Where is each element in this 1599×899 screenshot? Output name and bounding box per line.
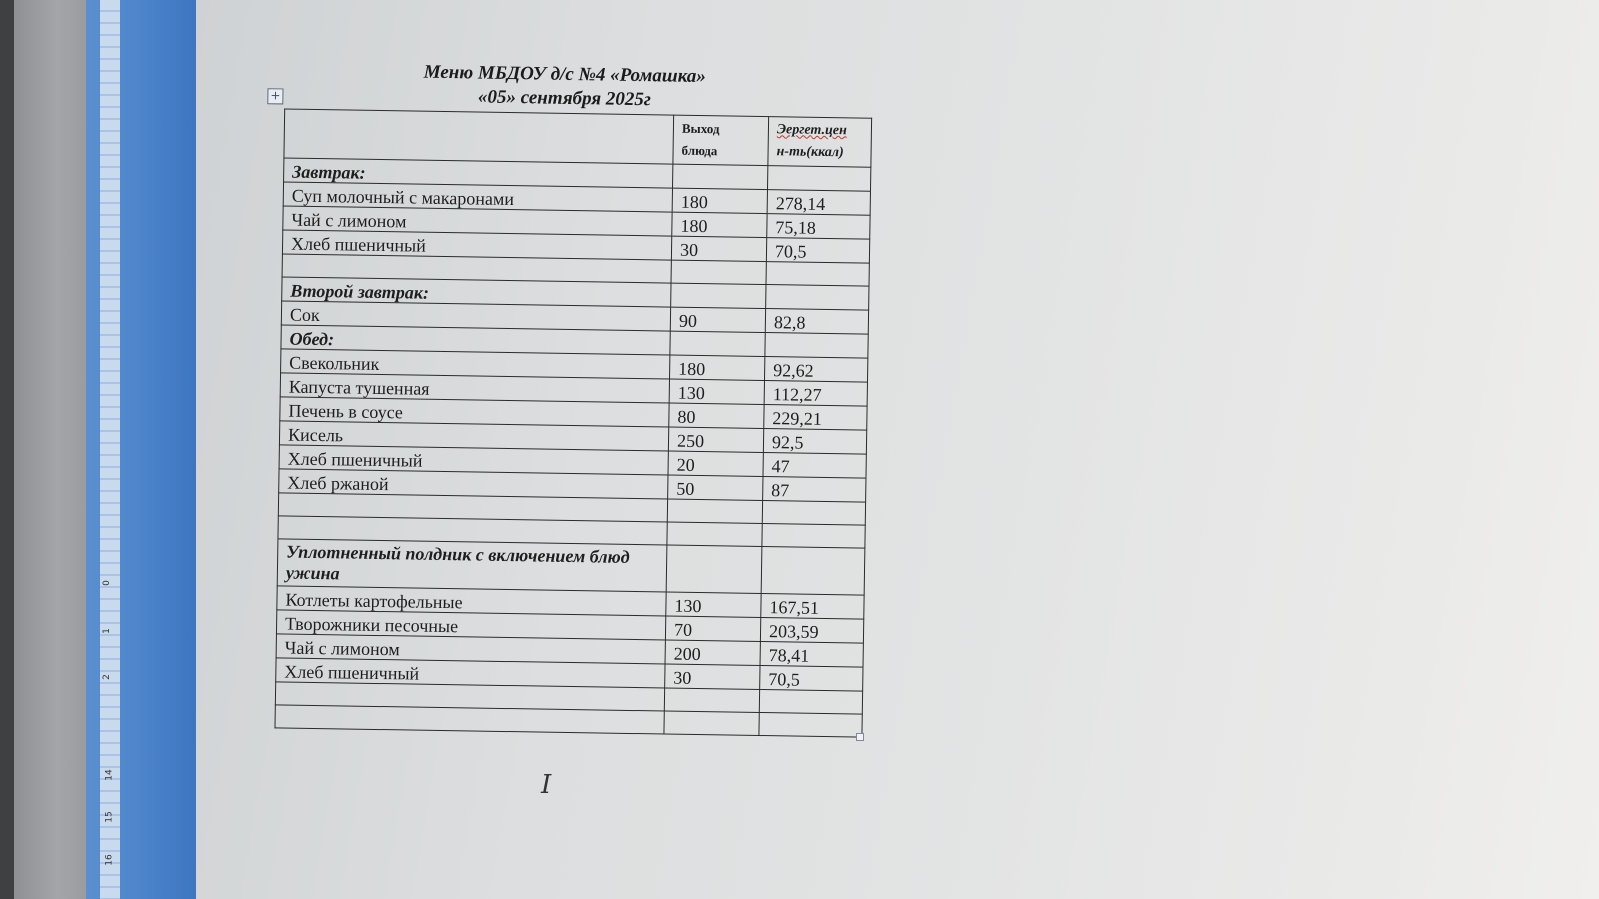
yield-cell[interactable]: 80: [669, 403, 764, 428]
yield-cell[interactable]: 30: [665, 664, 760, 689]
yield-cell[interactable]: 50: [668, 475, 763, 500]
yield-cell[interactable]: 130: [669, 379, 764, 404]
yield-cell[interactable]: 180: [670, 355, 765, 380]
yield-cell[interactable]: 30: [671, 236, 766, 261]
name-cell[interactable]: Хлеб ржаной: [279, 469, 668, 499]
name-cell[interactable]: Уплотненный полдник с включением блюд ужина: [277, 539, 667, 592]
menu-document: [244, 58, 872, 738]
energy-cell[interactable]: [759, 713, 862, 738]
yield-cell[interactable]: 130: [666, 592, 761, 617]
energy-cell[interactable]: [759, 690, 862, 715]
header-yield-line2: блюда: [681, 142, 718, 159]
name-cell[interactable]: Свекольник: [281, 349, 670, 379]
name-cell[interactable]: Суп молочный с макаронами: [283, 182, 672, 212]
energy-cell[interactable]: [765, 333, 868, 359]
yield-cell[interactable]: [664, 688, 759, 712]
name-cell[interactable]: Чай с лимоном: [276, 634, 665, 664]
energy-cell[interactable]: 70,5: [760, 666, 863, 692]
ruler-number: 15: [104, 811, 115, 823]
yield-cell[interactable]: 200: [665, 640, 760, 665]
energy-cell[interactable]: 70,5: [766, 238, 869, 264]
energy-cell[interactable]: 75,18: [767, 214, 870, 240]
name-cell[interactable]: Котлеты картофельные: [277, 586, 666, 616]
name-cell[interactable]: Завтрак:: [284, 158, 673, 188]
yield-cell[interactable]: [667, 499, 762, 523]
name-cell[interactable]: Печень в соусе: [280, 397, 669, 427]
yield-cell[interactable]: [667, 522, 762, 546]
window-edge: [14, 0, 86, 899]
yield-cell[interactable]: 20: [668, 451, 763, 476]
document-title[interactable]: [264, 58, 865, 115]
name-cell[interactable]: Творожники песочные: [276, 610, 665, 640]
table-resize-handle[interactable]: [856, 733, 864, 741]
ruler-number: 16: [104, 854, 115, 866]
vertical-ruler[interactable]: [100, 0, 120, 899]
yield-cell[interactable]: [673, 164, 768, 189]
yield-cell[interactable]: [671, 260, 766, 284]
yield-cell[interactable]: 90: [670, 307, 765, 332]
ruler-number: 14: [104, 769, 115, 781]
energy-cell[interactable]: 167,51: [761, 594, 864, 620]
energy-cell[interactable]: 278,14: [767, 190, 870, 216]
name-cell[interactable]: Кисель: [279, 421, 668, 451]
yield-cell[interactable]: [666, 545, 762, 593]
title-line-2: «05» сентября 2025г: [477, 86, 652, 111]
energy-cell[interactable]: [766, 262, 869, 287]
ruler-number: 0: [101, 580, 112, 586]
energy-cell[interactable]: 112,27: [764, 381, 867, 407]
menu-table[interactable]: [274, 108, 872, 737]
energy-cell[interactable]: [762, 501, 865, 526]
energy-cell[interactable]: [767, 166, 870, 192]
name-cell[interactable]: Второй завтрак:: [282, 277, 671, 307]
energy-cell[interactable]: 92,5: [763, 429, 866, 455]
name-cell[interactable]: Хлеб пшеничный: [279, 445, 668, 475]
yield-cell[interactable]: 250: [668, 427, 763, 452]
name-cell[interactable]: Обед:: [281, 325, 670, 355]
name-cell[interactable]: Хлеб пшеничный: [282, 230, 671, 260]
text-cursor-icon: I: [541, 770, 552, 800]
energy-cell[interactable]: 47: [763, 453, 866, 479]
header-energy-line1: Эергет.цен: [776, 122, 847, 139]
title-line-1: Меню МБДОУ д/с №4 «Ромашка»: [423, 61, 707, 88]
yield-cell[interactable]: 70: [665, 616, 760, 641]
energy-cell[interactable]: 87: [763, 477, 866, 503]
header-yield-line1: Выход: [681, 120, 720, 137]
energy-cell[interactable]: 229,21: [764, 405, 867, 431]
energy-cell[interactable]: 92,62: [764, 357, 867, 383]
yield-cell[interactable]: [670, 331, 765, 356]
table-move-handle-icon[interactable]: +: [267, 88, 283, 104]
yield-cell[interactable]: [671, 283, 766, 308]
yield-cell[interactable]: 180: [672, 212, 767, 237]
energy-cell[interactable]: [762, 524, 865, 549]
name-cell[interactable]: Сок: [281, 301, 670, 331]
yield-cell[interactable]: [664, 711, 759, 735]
name-cell[interactable]: Хлеб пшеничный: [276, 658, 665, 688]
energy-cell[interactable]: 203,59: [760, 618, 863, 644]
energy-cell[interactable]: [761, 547, 865, 596]
ruler-number: 2: [101, 674, 112, 680]
ruler-number: 1: [101, 628, 112, 634]
header-yield-cell[interactable]: [673, 115, 769, 165]
monitor-bezel: [0, 0, 14, 899]
energy-cell[interactable]: 82,8: [765, 309, 868, 335]
yield-cell[interactable]: 180: [672, 188, 767, 213]
header-energy-line2: н-ть(ккал): [776, 144, 844, 161]
energy-cell[interactable]: [766, 285, 869, 311]
name-cell[interactable]: Чай с лимоном: [283, 206, 672, 236]
energy-cell[interactable]: 78,41: [760, 642, 863, 668]
name-cell[interactable]: Капуста тушенная: [280, 373, 669, 403]
header-name-cell[interactable]: [284, 109, 674, 164]
header-energy-cell[interactable]: [768, 117, 872, 168]
